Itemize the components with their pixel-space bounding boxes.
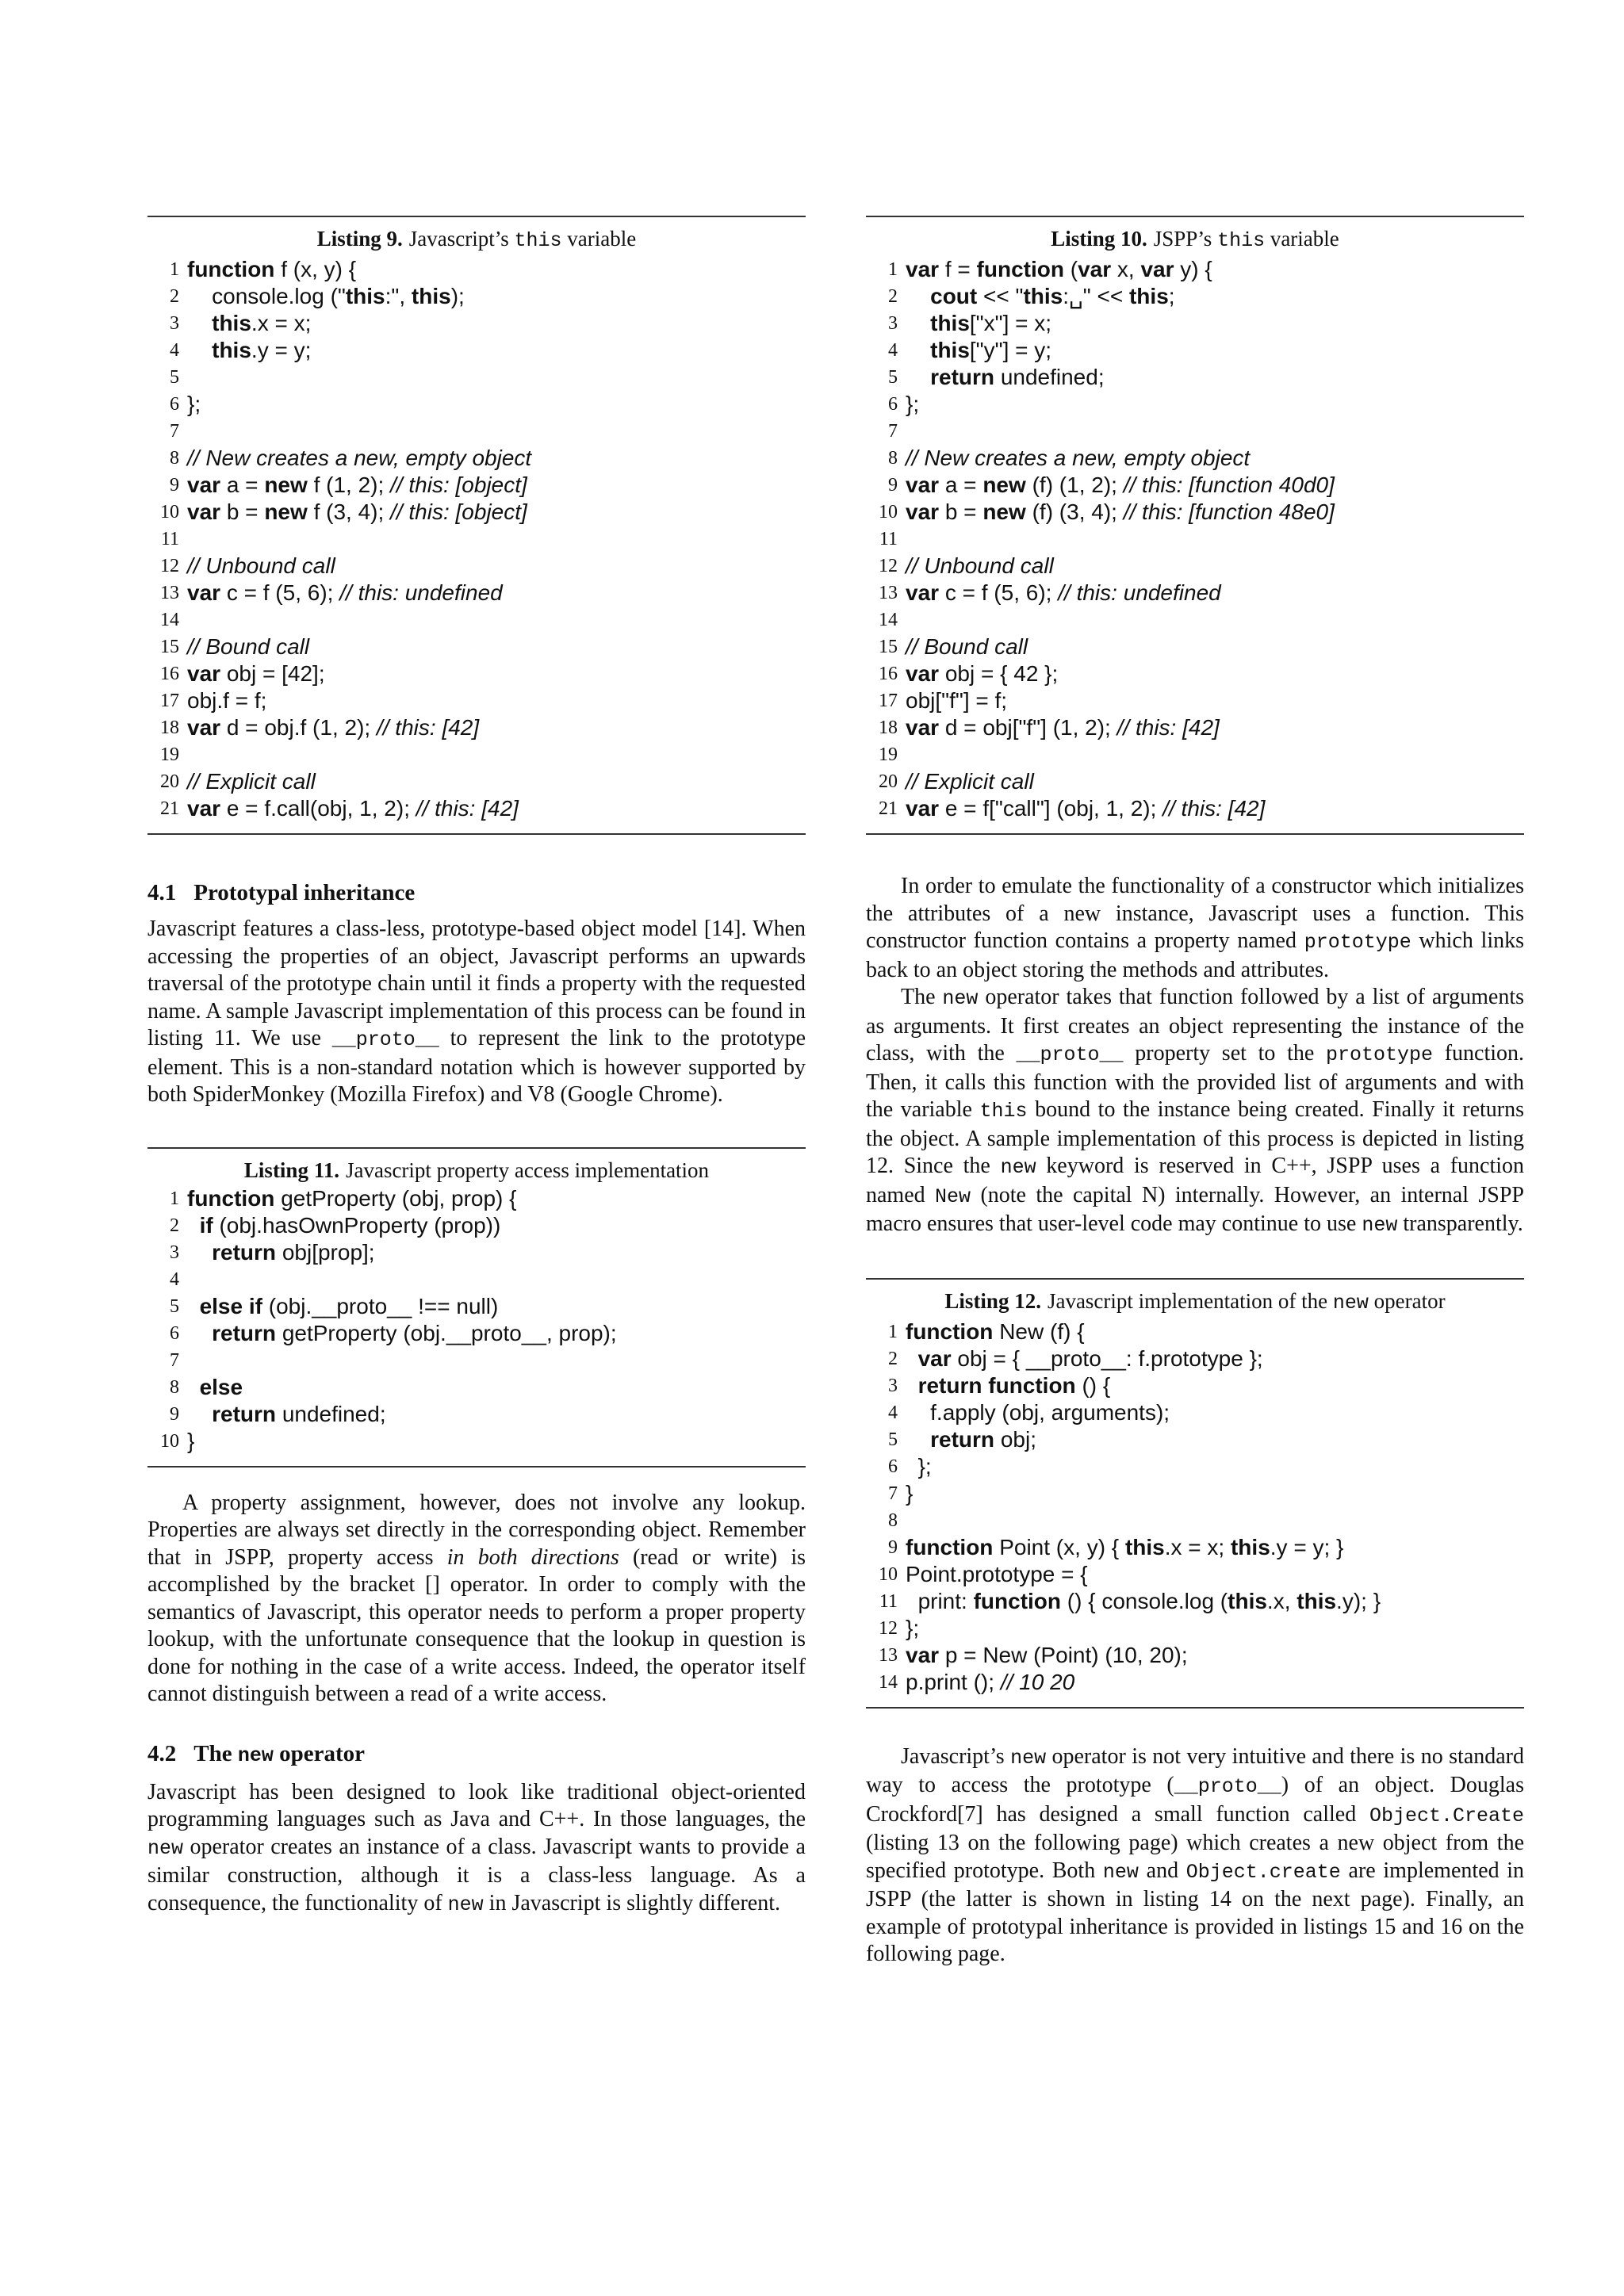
section-heading xyxy=(147,1740,806,1770)
code-text: }; xyxy=(906,1453,932,1479)
line-number: 7 xyxy=(888,1483,898,1504)
listing-10 xyxy=(866,216,1524,835)
code-line xyxy=(147,1239,806,1266)
code-text xyxy=(187,1347,806,1374)
code-text: return undefined; xyxy=(930,365,1105,389)
line-number: 11 xyxy=(879,529,898,549)
code-line xyxy=(866,1453,1524,1480)
code-block xyxy=(147,1185,806,1455)
code-line xyxy=(866,607,1524,633)
paragraph xyxy=(147,1490,806,1709)
inline-code: new xyxy=(447,1892,484,1916)
code-line xyxy=(147,768,806,795)
code-line xyxy=(866,1534,1524,1561)
code-text: var d = obj["f"] (1, 2); // this: [42] xyxy=(906,715,1220,740)
code-line xyxy=(147,633,806,660)
section-number: 4.2 xyxy=(147,1740,177,1766)
code-text: return obj; xyxy=(930,1426,1036,1452)
code-line xyxy=(866,1399,1524,1426)
code-line xyxy=(866,1642,1524,1669)
code-text: var b = new (f) (3, 4); // this: [function 48e0] xyxy=(906,499,1335,524)
code-line xyxy=(866,1345,1524,1372)
text: transparently. xyxy=(1403,1211,1523,1236)
listing-caption xyxy=(866,1288,1524,1317)
code-line xyxy=(147,1266,806,1293)
line-number: 13 xyxy=(160,583,179,603)
code-text: function Point (x, y) { this.x = x; this.y = y; } xyxy=(906,1534,1344,1559)
paragraph xyxy=(147,1779,806,1919)
line-number: 13 xyxy=(879,583,898,603)
code-line xyxy=(866,1561,1524,1588)
line-number: 15 xyxy=(879,637,898,657)
caption-code: this xyxy=(514,229,562,252)
text: keyword is reserved in C++, JSPP uses a function named xyxy=(866,1154,1525,1207)
code-line xyxy=(147,607,806,633)
code-text: obj["f"] = f; xyxy=(906,688,1008,713)
code-line xyxy=(866,1318,1524,1345)
code-line xyxy=(866,1480,1524,1507)
text: property set to the xyxy=(1135,1041,1315,1066)
listing-label: Listing 9. xyxy=(316,227,403,251)
code-line xyxy=(147,1347,806,1374)
line-number: 5 xyxy=(170,1295,179,1317)
line-number: 6 xyxy=(170,1322,179,1344)
section-title: The xyxy=(193,1740,232,1766)
line-number: 20 xyxy=(160,771,179,792)
code-text: this["y"] = y; xyxy=(930,338,1052,362)
code-text: obj.f = f; xyxy=(187,688,267,713)
code-line xyxy=(866,660,1524,687)
text: ) of an object. Douglas Crockford[7] has designed a small function called xyxy=(866,1773,1524,1827)
code-text xyxy=(906,741,1524,768)
inline-code: new xyxy=(147,1836,184,1860)
section-title-code: new xyxy=(237,1743,274,1767)
code-text xyxy=(187,418,806,445)
line-number: 18 xyxy=(160,718,179,738)
code-text: var a = new (f) (1, 2); // this: [function 40d0] xyxy=(906,473,1335,497)
code-text: function f (x, y) { xyxy=(187,257,357,281)
listing-caption xyxy=(866,225,1524,254)
line-number: 8 xyxy=(888,1510,898,1531)
text: are implemented in JSPP (the latter is shown in listing 14 on the next page). Finally, an example of prototypal inheritance is provided in listings 15 and 16 on the following page. xyxy=(866,1858,1525,1966)
line-number: 14 xyxy=(879,610,898,630)
code-line xyxy=(147,687,806,714)
code-line xyxy=(866,337,1524,364)
code-line xyxy=(866,687,1524,714)
section-title: Prototypal inheritance xyxy=(193,880,416,905)
code-line xyxy=(147,553,806,580)
code-text: p.print (); // 10 20 xyxy=(906,1669,1075,1694)
code-text: f.apply (obj, arguments); xyxy=(930,1399,1170,1425)
line-number: 9 xyxy=(888,1536,898,1558)
listing-label: Listing 11. xyxy=(243,1158,339,1182)
line-number: 21 xyxy=(879,798,898,819)
code-text: var c = f (5, 6); // this: undefined xyxy=(187,580,503,605)
text: The xyxy=(901,985,936,1009)
code-line xyxy=(147,283,806,310)
code-line xyxy=(866,768,1524,795)
code-text: if (obj.hasOwnProperty (prop)) xyxy=(199,1212,501,1238)
line-number: 1 xyxy=(888,259,898,280)
code-line xyxy=(147,660,806,687)
code-line xyxy=(147,310,806,337)
inline-code: new xyxy=(1010,1746,1047,1770)
paragraph xyxy=(866,984,1524,1240)
code-line xyxy=(147,337,806,364)
line-number: 9 xyxy=(170,475,179,496)
code-text xyxy=(187,364,806,391)
code-text: var e = f.call(obj, 1, 2); // this: [42] xyxy=(187,796,519,821)
code-text: else xyxy=(199,1374,243,1399)
code-line xyxy=(866,445,1524,472)
line-number: 13 xyxy=(879,1644,898,1666)
section-title: operator xyxy=(279,1740,366,1766)
line-number: 16 xyxy=(879,664,898,684)
code-line xyxy=(147,741,806,768)
line-number: 12 xyxy=(879,1617,898,1639)
text: bound to the instance being created. Finally it returns the object. A sample implementation of this process is depicted in listing 12. Since the xyxy=(866,1097,1525,1178)
text: (listing 13 on the following page) which creates a new object from the specified prototype. Both xyxy=(866,1831,1524,1883)
code-text: return getProperty (obj.__proto__, prop); xyxy=(212,1320,617,1345)
code-text: return function () { xyxy=(917,1372,1111,1398)
code-line xyxy=(866,741,1524,768)
code-line xyxy=(866,391,1524,418)
code-line xyxy=(866,1372,1524,1399)
line-number: 3 xyxy=(888,1375,898,1396)
inline-code: __proto__ xyxy=(1174,1775,1281,1798)
line-number: 11 xyxy=(160,529,179,549)
code-line xyxy=(147,445,806,472)
code-text: // Explicit call xyxy=(906,769,1034,794)
line-number: 2 xyxy=(170,286,179,307)
caption-code: new xyxy=(1332,1291,1369,1314)
line-number: 7 xyxy=(170,421,179,442)
line-number: 7 xyxy=(170,1349,179,1371)
line-number: 20 xyxy=(879,771,898,792)
code-line xyxy=(147,256,806,283)
line-number: 8 xyxy=(888,448,898,469)
line-number: 19 xyxy=(879,744,898,765)
code-block xyxy=(866,256,1524,822)
code-line xyxy=(866,472,1524,499)
code-text xyxy=(187,526,806,553)
text: operator takes that function followed by a list of arguments as arguments. It first creates an object representing the instance of the class, with the xyxy=(866,985,1525,1066)
code-text: // Bound call xyxy=(906,634,1028,659)
code-text: } xyxy=(906,1480,914,1506)
line-number: 2 xyxy=(170,1215,179,1236)
code-line xyxy=(866,1426,1524,1453)
code-line xyxy=(866,553,1524,580)
text: Javascript features a class-less, prototype-based object model [14]. When accessing the properties of an object, Javascript performs an upwards traversal of the prototype chain until it finds a property with the requested name. A sample Javascript implementation of this process can be found in listing 11. We use xyxy=(147,916,806,1050)
code-text: }; xyxy=(187,392,201,416)
inline-code: this xyxy=(979,1100,1028,1123)
caption-text: JSPP’s xyxy=(1153,227,1212,251)
line-number: 3 xyxy=(170,313,179,334)
line-number: 3 xyxy=(888,313,898,334)
code-text: // New creates a new, empty object xyxy=(906,446,1251,470)
line-number: 17 xyxy=(879,691,898,711)
code-text: this["x"] = x; xyxy=(930,311,1052,335)
code-line xyxy=(147,391,806,418)
line-number: 4 xyxy=(170,1269,179,1290)
code-text: function getProperty (obj, prop) { xyxy=(187,1185,517,1211)
code-text: } xyxy=(187,1428,195,1453)
inline-code: prototype xyxy=(1304,931,1411,954)
code-line xyxy=(147,1320,806,1347)
text: and xyxy=(1146,1858,1179,1883)
code-text: this.x = x; xyxy=(212,311,312,335)
code-text: // Explicit call xyxy=(187,769,316,794)
code-line xyxy=(866,499,1524,526)
code-text: this.y = y; xyxy=(212,338,312,362)
text: Javascript’s xyxy=(901,1743,1005,1769)
paragraph xyxy=(147,916,806,1109)
line-number: 11 xyxy=(879,1590,898,1612)
code-line xyxy=(147,1374,806,1401)
code-line xyxy=(866,364,1524,391)
code-line xyxy=(866,633,1524,660)
paragraph xyxy=(866,1743,1524,1969)
line-number: 14 xyxy=(879,1671,898,1693)
code-line xyxy=(866,418,1524,445)
code-text: var c = f (5, 6); // this: undefined xyxy=(906,580,1221,605)
inline-code: new xyxy=(1000,1156,1036,1179)
text: (read or write) is accomplished by the bracket [] operator. In order to comply with the semantics of Javascript, this operator needs to perform a proper property lookup, with the unfortunate consequence that the lookup in question is done for nothing in the case of a write access. Indeed, the operator itself cannot distinguish between a read of a write access. xyxy=(147,1544,806,1706)
line-number: 8 xyxy=(170,448,179,469)
code-text: var d = obj.f (1, 2); // this: [42] xyxy=(187,715,480,740)
inline-code: prototype xyxy=(1325,1043,1434,1066)
code-text: var a = new f (1, 2); // this: [object] xyxy=(187,473,527,497)
inline-code: new xyxy=(1362,1214,1398,1237)
line-number: 10 xyxy=(160,502,179,522)
section-number: 4.1 xyxy=(147,880,177,905)
text: operator is not very intuitive and there is no standard way to access the prototype ( xyxy=(866,1743,1525,1797)
listing-label: Listing 10. xyxy=(1051,227,1147,251)
left-column xyxy=(147,216,806,1919)
code-line xyxy=(147,714,806,741)
line-number: 4 xyxy=(888,1402,898,1423)
line-number: 9 xyxy=(888,475,898,496)
code-text xyxy=(187,741,806,768)
code-text: }; xyxy=(906,1615,920,1640)
caption-text: Javascript implementation of the xyxy=(1047,1288,1328,1313)
code-text: var obj = { __proto__: f.prototype }; xyxy=(917,1345,1263,1371)
line-number: 2 xyxy=(888,286,898,307)
code-text: return obj[prop]; xyxy=(212,1239,375,1265)
code-text xyxy=(187,607,806,633)
line-number: 12 xyxy=(160,556,179,576)
line-number: 5 xyxy=(888,1429,898,1450)
code-text: else if (obj.__proto__ !== null) xyxy=(199,1293,499,1318)
caption-text: variable xyxy=(1270,227,1339,251)
code-text xyxy=(906,1507,1524,1534)
caption-text: variable xyxy=(567,227,637,251)
code-text xyxy=(906,418,1524,445)
text: A property assignment, however, does not involve any lookup. Properties are always set directly in the corresponding object. Remember that in JSPP, property access xyxy=(147,1490,806,1570)
line-number: 5 xyxy=(888,367,898,388)
line-number: 17 xyxy=(160,691,179,711)
code-text: // New creates a new, empty object xyxy=(187,446,532,470)
code-block xyxy=(147,256,806,822)
code-line xyxy=(866,256,1524,283)
inline-code: new xyxy=(942,987,979,1010)
caption-code: this xyxy=(1217,229,1266,252)
code-line xyxy=(147,1401,806,1428)
code-text: function New (f) { xyxy=(906,1318,1085,1344)
code-text: // Bound call xyxy=(187,634,310,659)
code-line xyxy=(147,499,806,526)
line-number: 15 xyxy=(160,637,179,657)
line-number: 3 xyxy=(170,1242,179,1263)
inline-code: Object.Create xyxy=(1369,1804,1524,1827)
code-line xyxy=(866,1669,1524,1696)
emphasis: in both directions xyxy=(446,1544,619,1570)
code-line xyxy=(147,364,806,391)
line-number: 6 xyxy=(888,1456,898,1477)
line-number: 1 xyxy=(888,1321,898,1342)
line-number: 4 xyxy=(888,340,898,361)
line-number: 5 xyxy=(170,367,179,388)
code-line xyxy=(866,714,1524,741)
text: operator creates an instance of a class. Javascript wants to provide a similar construction, although it is a class-less language. As a consequence, the functionality of xyxy=(147,1834,806,1915)
caption-text: Javascript’s xyxy=(408,227,509,251)
listing-caption xyxy=(147,1157,806,1184)
caption-text: operator xyxy=(1373,1288,1446,1313)
inline-code: __proto__ xyxy=(331,1028,439,1051)
code-line xyxy=(147,526,806,553)
text: which links back to an object storing the methods and attributes. xyxy=(866,928,1525,982)
code-text: var e = f["call"] (obj, 1, 2); // this: [42] xyxy=(906,796,1266,821)
line-number: 10 xyxy=(879,1563,898,1585)
code-text: var b = new f (3, 4); // this: [object] xyxy=(187,499,527,524)
line-number: 9 xyxy=(170,1403,179,1425)
code-text xyxy=(187,1266,806,1293)
line-number: 16 xyxy=(160,664,179,684)
code-line xyxy=(147,1428,806,1455)
code-line xyxy=(147,1212,806,1239)
code-line xyxy=(147,472,806,499)
right-column xyxy=(866,216,1524,1969)
section-heading xyxy=(147,879,806,906)
line-number: 1 xyxy=(170,1188,179,1209)
code-text: return undefined; xyxy=(212,1401,386,1426)
code-text: // Unbound call xyxy=(187,553,335,578)
line-number: 4 xyxy=(170,340,179,361)
line-number: 8 xyxy=(170,1376,179,1398)
code-line xyxy=(866,795,1524,822)
inline-code: Object.create xyxy=(1185,1860,1341,1884)
code-text: var p = New (Point) (10, 20); xyxy=(906,1642,1188,1667)
code-text: var obj = [42]; xyxy=(187,661,325,686)
line-number: 6 xyxy=(170,394,179,415)
code-text: // Unbound call xyxy=(906,553,1054,578)
caption-text: Javascript property access implementation xyxy=(345,1158,710,1182)
listing-caption xyxy=(147,225,806,254)
code-line xyxy=(866,580,1524,607)
line-number: 10 xyxy=(160,1430,179,1452)
line-number: 10 xyxy=(879,502,898,522)
text: function. Then, it calls this function with the provided list of arguments and with the variable xyxy=(866,1041,1525,1122)
code-line xyxy=(866,283,1524,310)
line-number: 2 xyxy=(888,1348,898,1369)
code-line xyxy=(866,1615,1524,1642)
text: (note the capital N) internally. However, an internal JSPP macro ensures that user-level code may continue to use xyxy=(866,1182,1524,1236)
text: Javascript has been designed to look like traditional object-oriented programming languages such as Java and C++. In those languages, the xyxy=(147,1779,806,1831)
inline-code: new xyxy=(1102,1860,1139,1884)
listing-12 xyxy=(866,1278,1524,1709)
code-text: print: function () { console.log (this.x, this.y); } xyxy=(917,1588,1381,1613)
code-block xyxy=(866,1318,1524,1696)
code-text: var f = function (var x, var y) { xyxy=(906,257,1212,281)
line-number: 14 xyxy=(160,610,179,630)
line-number: 21 xyxy=(160,798,179,819)
line-number: 18 xyxy=(879,718,898,738)
code-text: cout << "this:␣" << this; xyxy=(930,284,1175,308)
text: to represent the link to the prototype element. This is a non-standard notation which is however supported by both SpiderMonkey (Mozilla Firefox) and V8 (Google Chrome). xyxy=(147,1026,806,1107)
text: in Javascript is slightly different. xyxy=(488,1890,780,1915)
line-number: 19 xyxy=(160,744,179,765)
code-text: console.log ("this:", this); xyxy=(212,284,465,308)
code-line xyxy=(147,795,806,822)
line-number: 7 xyxy=(888,421,898,442)
code-text xyxy=(906,607,1524,633)
code-line xyxy=(866,310,1524,337)
line-number: 1 xyxy=(170,259,179,280)
inline-code: __proto__ xyxy=(1016,1043,1124,1066)
listing-label: Listing 12. xyxy=(944,1288,1041,1313)
code-text: var obj = { 42 }; xyxy=(906,661,1059,686)
code-line xyxy=(866,1588,1524,1615)
listing-11 xyxy=(147,1147,806,1468)
code-text: }; xyxy=(906,392,920,416)
line-number: 12 xyxy=(879,556,898,576)
line-number: 6 xyxy=(888,394,898,415)
text: In order to emulate the functionality of a constructor which initializes the attributes of a new instance, Javascript uses a function. This constructor function contains a property named xyxy=(866,874,1524,953)
code-line xyxy=(147,580,806,607)
code-line xyxy=(147,1293,806,1320)
inline-code: New xyxy=(935,1184,971,1208)
code-line xyxy=(147,418,806,445)
code-line xyxy=(147,1185,806,1212)
code-line xyxy=(866,1507,1524,1534)
paragraph xyxy=(866,873,1524,984)
code-line xyxy=(866,526,1524,553)
code-text: Point.prototype = { xyxy=(906,1561,1088,1586)
listing-9 xyxy=(147,216,806,835)
code-text xyxy=(906,526,1524,553)
